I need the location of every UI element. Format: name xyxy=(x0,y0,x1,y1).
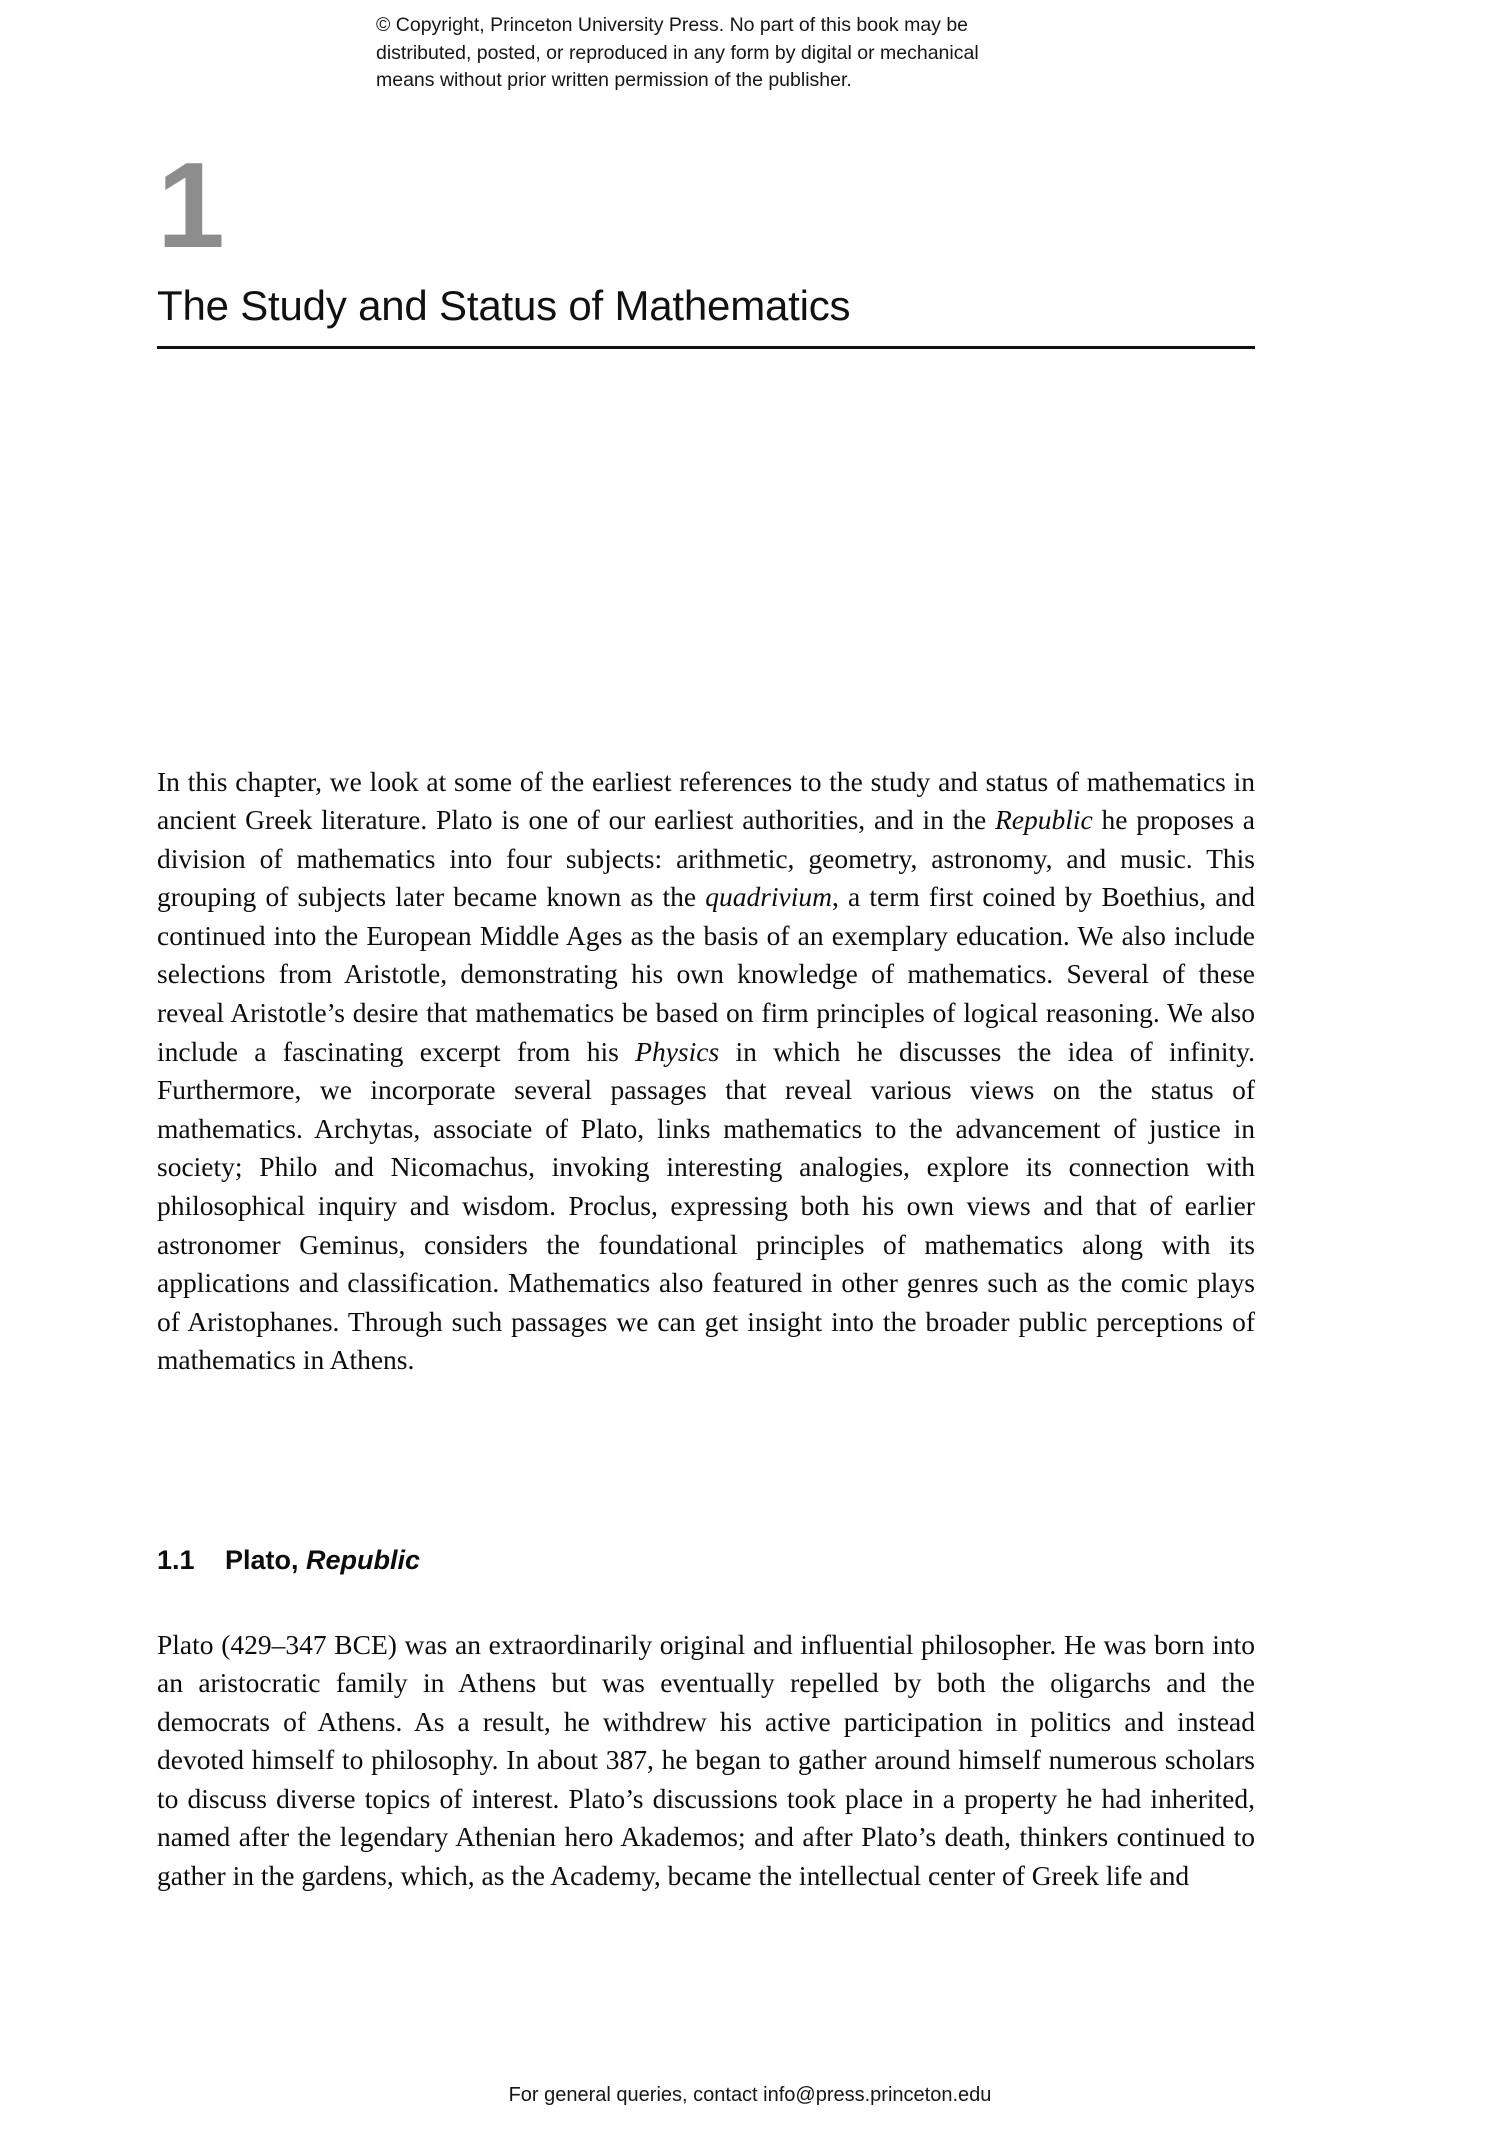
section-number: 1.1 xyxy=(157,1545,195,1576)
copyright-line-1: © Copyright, Princeton University Press. No part of this book may be xyxy=(376,14,969,36)
intro-segment-4: in which he discusses the idea of infinity. Furthermore, we incorporate several passages that reveal various views on the status of mathematics. Archytas, associate of Plato, links mathematics to the advancement of justice in society; Philo and Nicomachus, invoking interesting analogies, explore its connection with philosophical inquiry and wisdom. Proclus, expressing both his own views and that of earlier astronomer Geminus, considers the foundational principles of mathematics along with its applications and classification. Mathematics also featured in other genres such as the comic plays of Aristophanes. Through such passages we can get insight into the broader public perceptions of mathematics in Athens. xyxy=(157,1035,1255,1376)
plato-paragraph: Plato (429–347 BCE) was an extraordinarily original and influential philosopher. He was born into an aristocratic family in Athens but was eventually repelled by both the oligarchs and the democrats of Athens. As a result, he withdrew his active participation in politics and instead devoted himself to philosophy. In about 387, he began to gather around himself numerous scholars to discuss diverse topics of interest. Plato’s discussions took place in a property he had inherited, named after the legendary Athenian hero Akademos; and after Plato’s death, thinkers continued to gather in the gardens, which, as the Academy, became the intellectual center of Greek life and xyxy=(157,1628,1255,1892)
intro-segment-2: he proposes a division of mathematics into four subjects: arithmetic, geometry, astronomy, and music. This grouping of subjects later became known as the xyxy=(157,804,1255,913)
intro-italic-republic: Republic xyxy=(994,804,1093,836)
intro-paragraph xyxy=(157,763,1255,1381)
chapter-header xyxy=(157,137,1255,349)
chapter-number: 1 xyxy=(157,137,223,273)
copyright-line-2: distributed, posted, or reproduced in any form by digital or mechanical xyxy=(376,41,979,64)
copyright-line-3: means without prior written permission of the publisher. xyxy=(376,69,852,91)
intro-segment-3: , a term first coined by Boethius, and continued into the European Middle Ages as the basis of an exemplary education. We also include selections from Aristotle, demonstrating his own knowledge of mathematics. Several of these reveal Aristotle’s desire that mathematics be based on firm principles of logical reasoning. We also include a fascinating excerpt from his xyxy=(157,881,1255,1067)
chapter-title-rule xyxy=(157,346,1255,349)
intro-italic-physics: Physics xyxy=(635,1035,720,1067)
chapter-title: The Study and Status of Mathematics xyxy=(157,282,851,329)
intro-italic-quadrivium: quadrivium xyxy=(705,881,832,913)
intro-segment-1: In this chapter, we look at some of the earliest references to the study and status of mathematics in ancient Greek literature. Plato is one of our earliest authorities, and in the xyxy=(157,765,1255,836)
section-heading-1-1 xyxy=(157,1543,1255,1577)
copyright-notice xyxy=(376,12,1116,95)
section-title-plain: Plato, xyxy=(225,1545,307,1576)
section-title-italic: Republic xyxy=(306,1545,421,1576)
page-footer: For general queries, contact info@press.princeton.edu xyxy=(508,2084,992,2106)
